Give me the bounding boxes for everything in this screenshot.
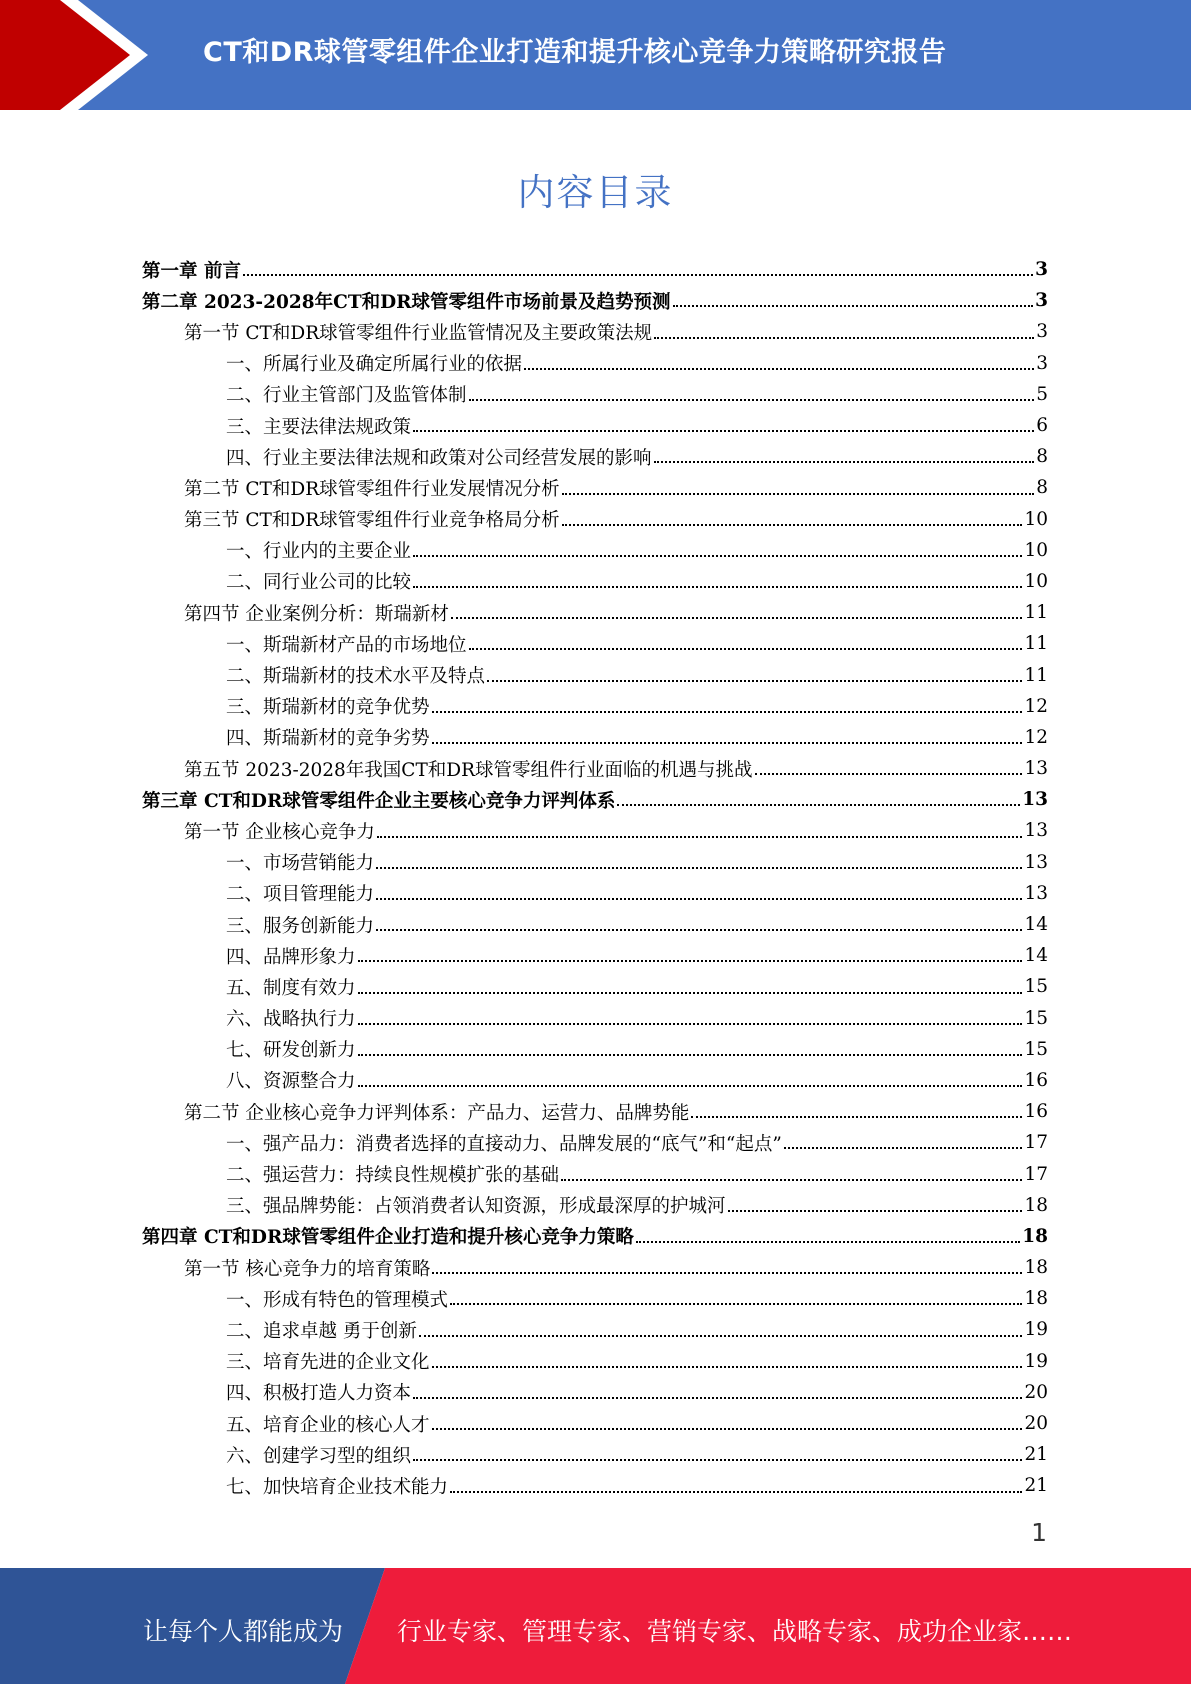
toc-entry-page: 13 [1024,820,1048,842]
toc-entry-page: 3 [1036,352,1048,374]
toc-entry-title: 二、同行业公司的比较 [226,572,412,594]
toc-dot-leader [451,617,1023,619]
toc-dot-leader [358,992,1023,994]
toc-entry-title: 一、斯瑞新材产品的市场地位 [226,634,467,656]
toc-entry-title: 二、强运营力：持续良性规模扩张的基础 [226,1165,560,1187]
toc-dot-leader [562,524,1023,526]
toc-dot-leader [243,274,1033,276]
toc-entry-page: 18 [1024,1288,1048,1310]
toc-entry-title: 第二章 2023-2028年CT和DR球管零组件市场前景及趋势预测 [142,291,671,313]
toc-entry-title: 第三章 CT和DR球管零组件企业主要核心竞争力评判体系 [142,790,616,812]
toc-entry[interactable] [142,1408,1048,1439]
toc-entry[interactable] [142,1283,1048,1314]
toc-entry-title: 四、积极打造人力资本 [226,1383,412,1405]
toc-entry-title: 二、追求卓越 勇于创新 [226,1320,417,1342]
toc-dot-leader [432,1428,1023,1430]
toc-entry-title: 六、战略执行力 [226,1009,356,1031]
toc-entry[interactable] [142,940,1048,971]
toc-dot-leader [376,898,1022,900]
toc-entry-page: 8 [1036,446,1048,468]
toc-entry-page: 10 [1024,539,1048,561]
table-of-contents [142,254,1048,1502]
toc-entry[interactable] [142,1470,1048,1501]
toc-entry[interactable] [142,1190,1048,1221]
toc-entry-title: 第一节 CT和DR球管零组件行业监管情况及主要政策法规 [184,322,653,344]
toc-entry-title: 三、服务创新能力 [226,915,375,937]
toc-dot-leader [413,555,1022,557]
header-bar [0,0,1191,110]
toc-entry-title: 四、斯瑞新材的竞争劣势 [226,728,430,750]
toc-entry-title: 第二节 企业核心竞争力评判体系：产品力、运营力、品牌势能 [184,1102,690,1124]
toc-dot-leader [636,1241,1020,1243]
toc-entry-page: 14 [1024,945,1048,967]
toc-entry-page: 18 [1024,1257,1048,1279]
toc-entry-page: 16 [1024,1101,1048,1123]
toc-dot-leader [432,1366,1023,1368]
toc-dot-leader [432,711,1023,713]
footer-slogan-right: 行业专家、管理专家、营销专家、战略专家、成功企业家…… [397,1617,1073,1646]
toc-entry-title: 三、培育先进的企业文化 [226,1352,430,1374]
toc-entry[interactable] [142,1127,1048,1158]
toc-dot-leader [673,305,1034,307]
toc-dot-leader [469,648,1023,650]
toc-entry-title: 三、强品牌势能：占领消费者认知资源，形成最深厚的护城河 [226,1196,726,1218]
toc-entry[interactable] [142,1096,1048,1127]
toc-dot-leader [376,867,1022,869]
toc-entry-page: 6 [1036,415,1048,437]
toc-entry-title: 第三节 CT和DR球管零组件行业竞争格局分析 [184,510,560,532]
toc-entry-title: 第四节 企业案例分析：斯瑞新材 [184,603,449,625]
toc-entry-title: 第一节 企业核心竞争力 [184,821,375,843]
toc-entry[interactable] [142,1065,1048,1096]
toc-dot-leader [432,742,1023,744]
toc-entry-title: 四、品牌形象力 [226,946,356,968]
toc-entry[interactable] [142,441,1048,472]
toc-dot-leader [358,960,1023,962]
toc-dot-leader [413,430,1034,432]
toc-entry[interactable] [142,316,1048,347]
toc-entry-title: 第五节 2023-2028年我国CT和DR球管零组件行业面临的机遇与挑战 [184,759,753,781]
toc-dot-leader [755,773,1023,775]
toc-entry-page: 16 [1024,1069,1048,1091]
toc-entry[interactable] [142,285,1048,316]
toc-entry-page: 3 [1036,321,1048,343]
toc-entry-page: 14 [1024,914,1048,936]
toc-dot-leader [450,1303,1022,1305]
toc-entry[interactable] [142,1221,1048,1252]
toc-entry-page: 8 [1036,477,1048,499]
page-number: 1 [1031,1518,1047,1547]
toc-entry-title: 二、斯瑞新材的技术水平及特点 [226,666,486,688]
toc-entry-page: 10 [1024,570,1048,592]
toc-entry[interactable] [142,722,1048,753]
toc-dot-leader [450,1491,1022,1493]
toc-dot-leader [784,1147,1023,1149]
toc-dot-leader [728,1210,1023,1212]
toc-entry-page: 13 [1024,758,1048,780]
toc-entry-page: 15 [1024,1007,1048,1029]
toc-entry-page: 3 [1035,259,1048,281]
toc-entry-page: 13 [1024,851,1048,873]
toc-dot-leader [432,1272,1022,1274]
toc-entry-title: 一、行业内的主要企业 [226,541,412,563]
toc-entry-title: 二、行业主管部门及监管体制 [226,385,467,407]
header-arrow-logo [0,0,160,110]
toc-dot-leader [561,1179,1022,1181]
toc-dot-leader [654,337,1034,339]
toc-entry-page: 12 [1024,726,1048,748]
toc-dot-leader [358,1054,1023,1056]
report-header-title: CT和DR球管零组件企业打造和提升核心竞争力策略研究报告 [203,37,947,68]
toc-entry[interactable] [142,628,1048,659]
toc-entry-page: 15 [1024,976,1048,998]
toc-entry[interactable] [142,472,1048,503]
toc-title: 内容目录 [517,171,674,214]
toc-entry-page: 19 [1024,1319,1048,1341]
toc-entry[interactable] [142,1346,1048,1377]
toc-entry-page: 11 [1024,633,1048,655]
toc-entry-title: 第一章 前言 [142,260,241,282]
toc-entry[interactable] [142,1439,1048,1470]
toc-entry[interactable] [142,1314,1048,1345]
toc-entry-title: 三、斯瑞新材的竞争优势 [226,697,430,719]
toc-dot-leader [413,586,1022,588]
toc-entry[interactable] [142,1377,1048,1408]
toc-dot-leader [487,680,1022,682]
toc-entry-title: 一、市场营销能力 [226,853,375,875]
toc-entry-page: 11 [1024,602,1048,624]
toc-entry[interactable] [142,878,1048,909]
footer-banner [0,1568,1191,1684]
toc-entry-page: 18 [1024,1194,1048,1216]
toc-dot-leader [413,1459,1022,1461]
toc-entry[interactable] [142,597,1048,628]
footer-slogan-left: 让每个人都能成为 [143,1617,344,1646]
toc-entry-page: 21 [1024,1475,1048,1497]
toc-entry[interactable] [142,348,1048,379]
toc-entry-title: 二、项目管理能力 [226,884,375,906]
toc-entry-title: 三、主要法律法规政策 [226,416,412,438]
toc-dot-leader [358,1023,1023,1025]
toc-entry-title: 第一节 核心竞争力的培育策略 [184,1258,431,1280]
toc-dot-leader [376,929,1022,931]
toc-entry-page: 5 [1036,383,1048,405]
toc-dot-leader [419,1335,1023,1337]
toc-dot-leader [654,461,1035,463]
toc-entry[interactable] [142,535,1048,566]
toc-entry[interactable] [142,1034,1048,1065]
toc-entry-title: 五、培育企业的核心人才 [226,1414,430,1436]
toc-entry-title: 七、加快培育企业技术能力 [226,1476,449,1498]
toc-entry[interactable] [142,566,1048,597]
toc-entry-title: 八、资源整合力 [226,1071,356,1093]
toc-entry[interactable] [142,971,1048,1002]
toc-entry-page: 21 [1024,1444,1048,1466]
toc-dot-leader [524,368,1034,370]
toc-entry-title: 四、行业主要法律法规和政策对公司经营发展的影响 [226,447,652,469]
toc-entry[interactable] [142,1003,1048,1034]
toc-entry[interactable] [142,504,1048,535]
toc-entry-page: 17 [1024,1163,1048,1185]
toc-entry[interactable] [142,659,1048,690]
toc-entry-title: 一、强产品力：消费者选择的直接动力、品牌发展的“底气”和“起点” [226,1133,782,1155]
toc-entry-page: 10 [1024,508,1048,530]
toc-entry-page: 12 [1024,695,1048,717]
toc-entry[interactable] [142,691,1048,722]
toc-entry-page: 15 [1024,1038,1048,1060]
toc-dot-leader [358,1085,1023,1087]
toc-entry-title: 一、所属行业及确定所属行业的依据 [226,354,523,376]
toc-entry[interactable] [142,1252,1048,1283]
toc-entry[interactable] [142,847,1048,878]
toc-entry[interactable] [142,379,1048,410]
toc-entry-title: 五、制度有效力 [226,977,356,999]
toc-dot-leader [617,804,1020,806]
toc-entry-page: 20 [1024,1381,1048,1403]
toc-dot-leader [469,399,1035,401]
toc-entry-page: 13 [1022,789,1048,811]
toc-entry-title: 一、形成有特色的管理模式 [226,1289,449,1311]
toc-dot-leader [691,1116,1022,1118]
toc-entry[interactable] [142,784,1048,815]
toc-entry[interactable] [142,410,1048,441]
toc-dot-leader [562,493,1035,495]
toc-entry-title: 六、创建学习型的组织 [226,1445,412,1467]
toc-entry-title: 第二节 CT和DR球管零组件行业发展情况分析 [184,478,560,500]
toc-entry-page: 3 [1035,290,1048,312]
toc-entry-title: 第四章 CT和DR球管零组件企业打造和提升核心竞争力策略 [142,1227,634,1249]
toc-entry[interactable] [142,1158,1048,1189]
toc-entry-page: 19 [1024,1350,1048,1372]
toc-entry[interactable] [142,815,1048,846]
toc-entry-page: 20 [1024,1413,1048,1435]
toc-entry[interactable] [142,254,1048,285]
toc-entry-page: 17 [1024,1132,1048,1154]
toc-entry[interactable] [142,909,1048,940]
toc-entry-page: 11 [1024,664,1048,686]
toc-entry-page: 13 [1024,882,1048,904]
toc-dot-leader [413,1397,1022,1399]
toc-entry-page: 18 [1022,1225,1048,1247]
toc-entry[interactable] [142,753,1048,784]
toc-dot-leader [377,836,1023,838]
toc-entry-title: 七、研发创新力 [226,1040,356,1062]
